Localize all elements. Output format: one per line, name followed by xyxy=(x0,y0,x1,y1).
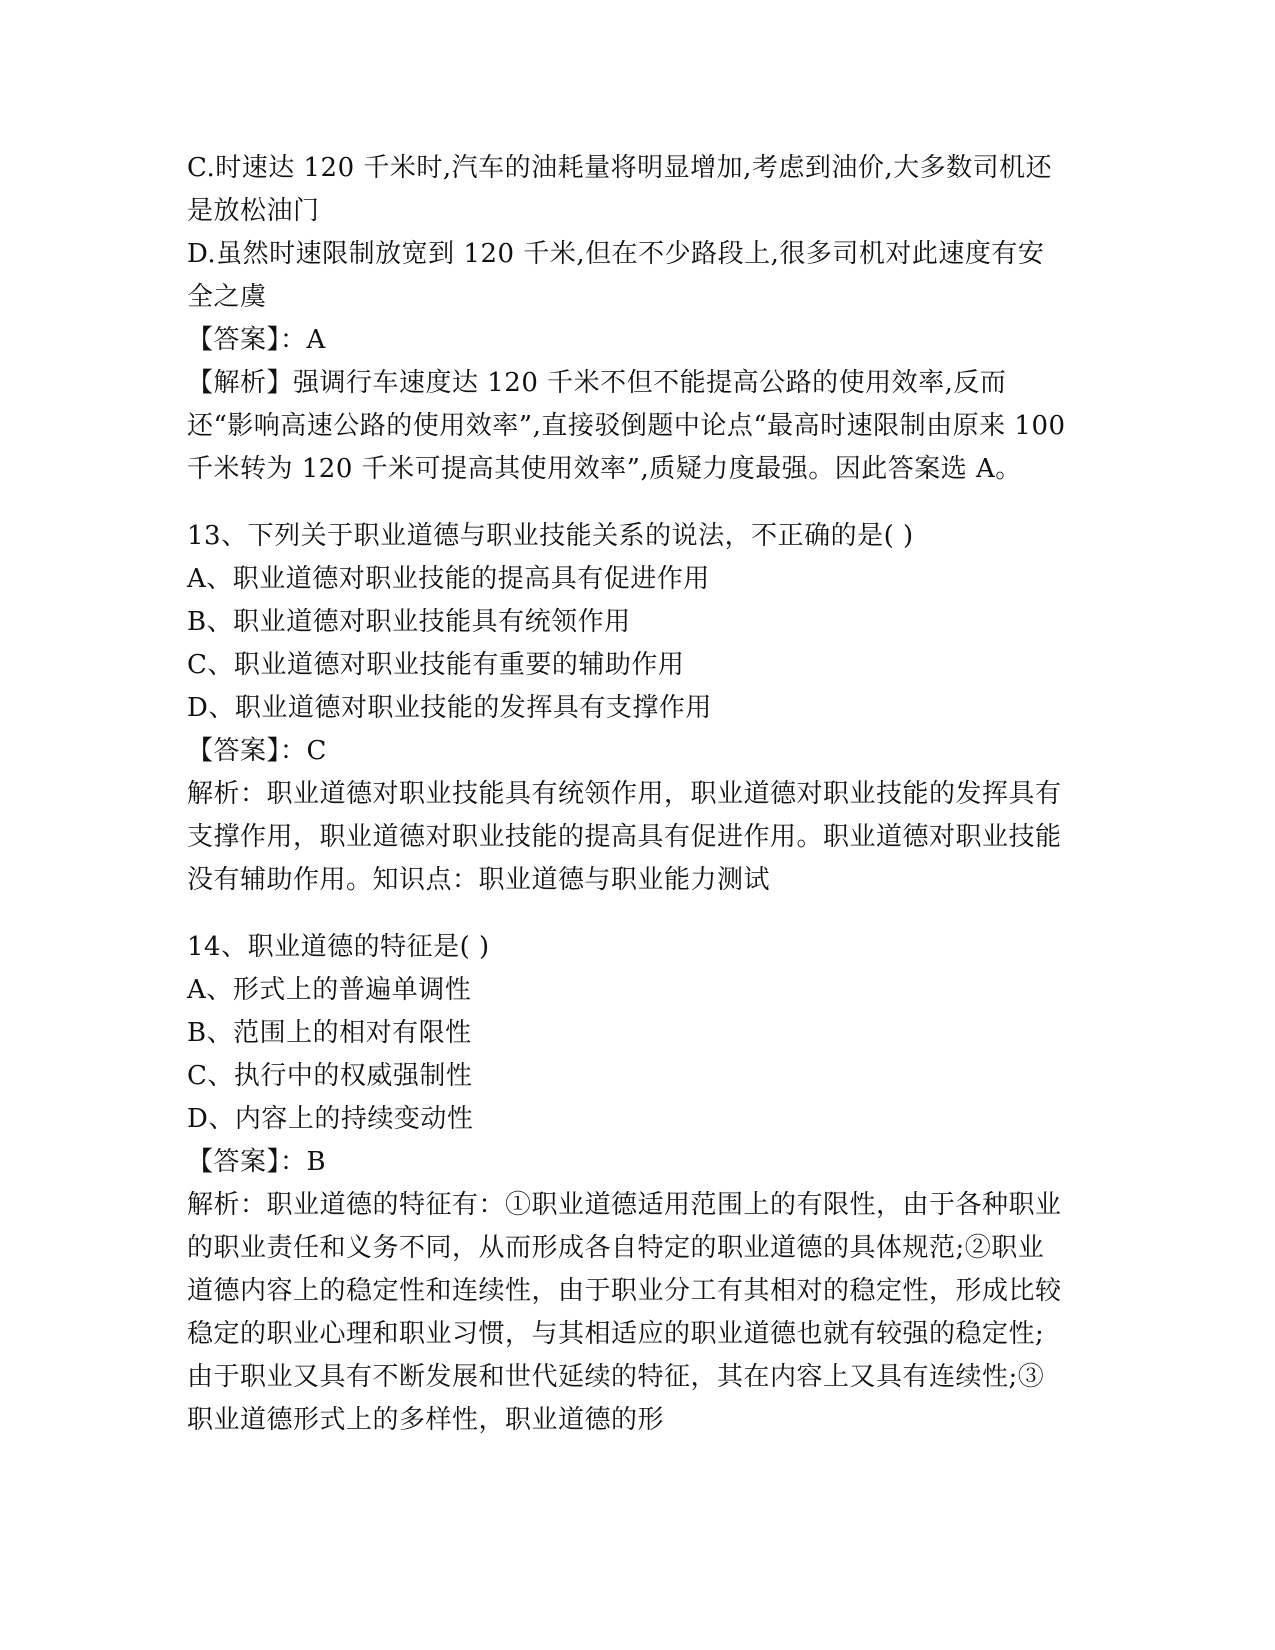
document-body xyxy=(187,147,1067,1442)
section-gap xyxy=(187,491,1067,515)
q13-question: 13、下列关于职业道德与职业技能关系的说法，不正确的是( ) xyxy=(187,521,914,551)
q13-analysis: 解析：职业道德对职业技能具有统领作用，职业道德对职业技能的发挥具有支撑作用，职业道德对职业技能的提高具有促进作用。职业道德对职业技能没有辅助作用。知识点：职业道德与职业能力测试 xyxy=(187,779,1062,895)
q13-option-b: B、职业道德对职业技能具有统领作用 xyxy=(187,607,631,637)
q12-analysis: 【解析】强调行车速度达 120 千米不但不能提高公路的使用效率,反而还“影响高速公路的使用效率”,直接驳倒题中论点“最高时速限制由原来 100 千米转为 120 千米可提高其使用效率”,质疑力度最强。因此答案选 A。 xyxy=(187,368,1066,484)
q12-option-c: C.时速达 120 千米时,汽车的油耗量将明显增加,考虑到油价,大多数司机还是放松油门 xyxy=(187,153,1053,226)
q14-option-b: B、范围上的相对有限性 xyxy=(187,1018,472,1048)
q13-option-a: A、职业道德对职业技能的提高具有促进作用 xyxy=(187,564,710,594)
q14-answer: 【答案】：B xyxy=(187,1147,327,1177)
q13-option-d: D、职业道德对职业技能的发挥具有支撑作用 xyxy=(187,693,712,723)
q12-option-d: D.虽然时速限制放宽到 120 千米,但在不少路段上,很多司机对此速度有安全之虞 xyxy=(187,239,1045,312)
q14-option-a: A、形式上的普遍单调性 xyxy=(187,975,472,1005)
section-gap xyxy=(187,902,1067,926)
q12-answer: 【答案】：A xyxy=(187,325,326,355)
q14-analysis: 解析：职业道德的特征有：①职业道德适用范围上的有限性，由于各种职业的职业责任和义务不同，从而形成各自特定的职业道德的具体规范;②职业道德内容上的稳定性和连续性，由于职业分工有其相对的稳定性，形成比较稳定的职业心理和职业习惯，与其相适应的职业道德也就有较强的稳定性;由于职业又具有不断发展和世代延续的特征，其在内容上又具有连续性;③职业道德形式上的多样性，职业道德的形 xyxy=(187,1190,1062,1435)
q13-answer: 【答案】：C xyxy=(187,736,327,766)
q13-option-c: C、职业道德对职业技能有重要的辅助作用 xyxy=(187,650,685,680)
q14-question: 14、职业道德的特征是( ) xyxy=(187,932,490,962)
q14-option-c: C、执行中的权威强制性 xyxy=(187,1061,473,1091)
q14-option-d: D、内容上的持续变动性 xyxy=(187,1104,474,1134)
